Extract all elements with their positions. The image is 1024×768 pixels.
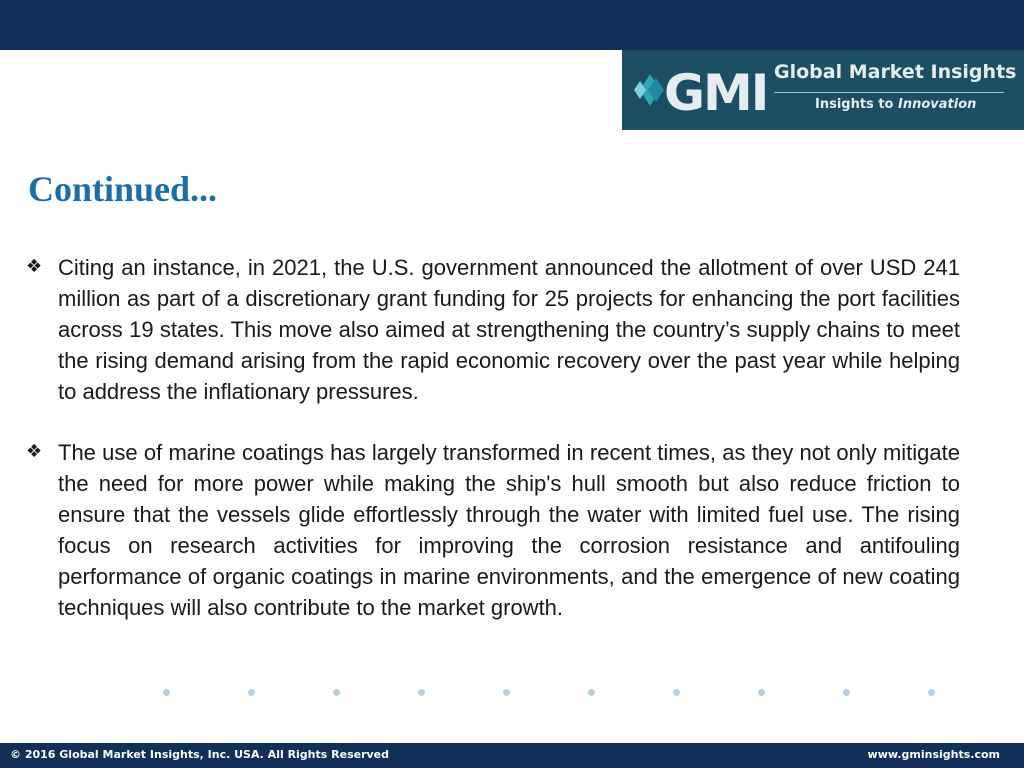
diamond-bullet-icon: ❖	[26, 441, 43, 462]
logo-divider	[774, 92, 1004, 93]
decorative-dot	[758, 689, 765, 696]
logo-company-name: Global Market Insights	[774, 61, 1017, 83]
decorative-dot	[333, 689, 340, 696]
decorative-dot	[673, 689, 680, 696]
top-header-bar	[0, 0, 1024, 50]
slide-heading: Continued...	[28, 169, 218, 209]
decorative-dot	[163, 689, 170, 696]
decorative-dot	[503, 689, 510, 696]
bullet-item	[24, 252, 960, 407]
logo-tagline-emphasis: Innovation	[898, 97, 977, 112]
bullet-text: Citing an instance, in 2021, the U.S. government announced the allotment of over USD 241 million as part of a discretionary grant funding for 25 projects for enhancing the port facilities across 19 states. This move also aimed at strengthening the country’s supply chains to meet the rising demand arising from the rapid economic recovery over the past year while helping to address the inflationary pressures.	[58, 255, 960, 404]
company-logo	[622, 50, 1024, 130]
bullet-item	[24, 437, 960, 623]
footer-bar	[0, 743, 1024, 768]
decorative-dot	[248, 689, 255, 696]
footer-website-link[interactable]: www.gminsights.com	[867, 748, 1000, 761]
gmi-diamond-logo-icon	[626, 56, 772, 124]
footer-copyright: © 2016 Global Market Insights, Inc. USA. All Rights Reserved	[10, 748, 390, 761]
decorative-dot	[928, 689, 935, 696]
logo-mark-text: GMI	[664, 64, 768, 122]
logo-tagline	[815, 97, 976, 112]
decorative-dot	[843, 689, 850, 696]
decorative-dot	[588, 689, 595, 696]
diamond-bullet-icon: ❖	[26, 256, 43, 277]
decorative-dot	[418, 689, 425, 696]
bullet-list	[24, 252, 960, 653]
logo-tagline-prefix: Insights to	[815, 97, 894, 112]
decorative-dot-row	[163, 689, 943, 697]
bullet-text: The use of marine coatings has largely transformed in recent times, as they not only mitigate the need for more power while making the ship's hull smooth but also reduce friction to ensure that the vessels glide effortlessly through the water with limited fuel use. The rising focus on research activities for improving the corrosion resistance and antifouling performance of organic coatings in marine environments, and the emergence of new coating techniques will also contribute to the market growth.	[58, 440, 960, 620]
